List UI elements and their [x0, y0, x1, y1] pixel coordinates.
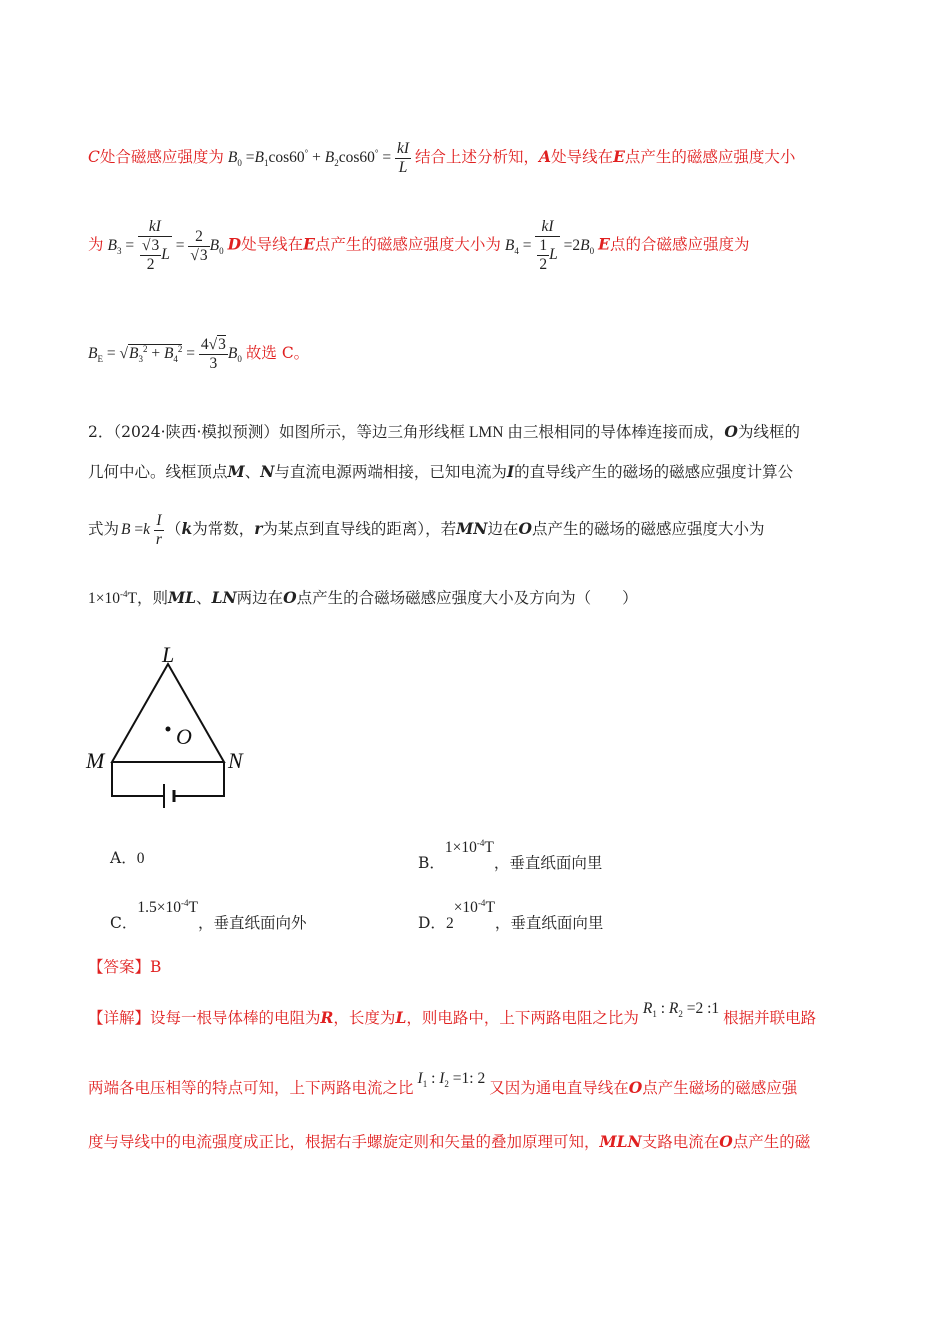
option-d[interactable]	[418, 898, 603, 933]
value: 1.5×10	[137, 899, 181, 917]
label-m: M	[86, 748, 105, 773]
text: 结合上述分析知，	[415, 148, 540, 167]
question-line-2	[88, 460, 793, 482]
text: 又因为通电直导线在	[489, 1079, 629, 1097]
formula-b-kir: B =k $\frac{I}{r}$	[121, 512, 162, 548]
formula-b0: $B_0 =B_1\cos 60^\circ + B_2\cos 60^\circ$ = $\frac{kI}{L}$	[227, 140, 410, 176]
option-c-direction: ，垂直纸面向外	[197, 914, 307, 933]
var-e: E	[598, 234, 610, 254]
solution-line-3	[88, 336, 309, 373]
option-d-value2	[454, 899, 495, 916]
var-m: M	[227, 462, 245, 481]
circuit-wire	[174, 762, 224, 796]
question-line-3	[88, 512, 765, 549]
option-c-value	[137, 899, 198, 916]
var-e: E	[303, 234, 315, 254]
value: ×10	[453, 899, 478, 917]
text: 为线框的	[737, 423, 800, 441]
center-point-o	[166, 727, 171, 732]
text: 点产生磁场的磁感应强	[642, 1079, 798, 1097]
var-r: r	[254, 519, 263, 539]
formula-r-ratio: $R_1$ : $R_2 =2$ :1	[642, 1000, 720, 1020]
label-o: O	[176, 724, 192, 749]
var-i: I	[506, 462, 515, 481]
text: 为某点到直导线的距离），若	[262, 520, 457, 539]
option-b-label: B．	[418, 854, 445, 873]
circuit-wire	[112, 762, 164, 796]
text: 点产生的磁感应强度大小为	[314, 235, 501, 254]
text: 点产生的磁	[732, 1133, 811, 1151]
text: 点的合磁感应强度为	[609, 235, 750, 254]
formula-be: $B_E = √B_3^2 + B_4^2$ = $\frac{4√3}{3}$ $B_0$	[88, 336, 242, 372]
unit: T	[485, 899, 495, 917]
text: 两端各电压相等的特点可知，上下两路电流之比	[88, 1079, 414, 1097]
exponent: -4	[476, 838, 485, 848]
formula-b3: $B_3$ = kI $\frac{√3}{2}$ L = $\frac{2}{√3}$ $B_0$	[107, 218, 224, 273]
var-e: E	[613, 147, 625, 167]
text: （	[165, 520, 182, 539]
var-ml: ML	[167, 588, 197, 607]
question-number: 2．	[88, 423, 114, 441]
explanation-line-2	[88, 1070, 797, 1098]
var-r: R	[320, 1008, 334, 1027]
value-1e-4t: $1\times 10^{-4}T$	[88, 588, 137, 607]
text: ，则	[136, 589, 168, 607]
unit: T	[484, 839, 494, 857]
option-b[interactable]	[418, 838, 602, 873]
text: 与直流电源两端相接，已知电流为	[274, 463, 507, 481]
label-l: L	[162, 642, 175, 667]
text: 几何中心。线框顶点	[88, 463, 228, 481]
text: 点产生的磁感应强度大小	[624, 148, 796, 167]
question-line-4	[88, 586, 638, 608]
var-l: L	[395, 1008, 407, 1027]
var-o: O	[719, 1132, 733, 1151]
option-c[interactable]	[110, 898, 306, 933]
text: 边在	[487, 520, 519, 539]
option-d-direction: ，垂直纸面向里	[494, 914, 604, 933]
text: 处导线在	[241, 235, 304, 254]
text: 由三根相同的导体棒连接而成，	[507, 423, 725, 441]
var-o: O	[518, 519, 532, 539]
explanation-line-3	[88, 1130, 810, 1152]
var-o: O	[724, 422, 738, 441]
var-mln: MLN	[599, 1132, 642, 1151]
text: 两边在	[236, 589, 284, 607]
solution-line-2	[88, 218, 749, 274]
var-d: D	[227, 234, 242, 254]
text: 设每一根导体棒的电阻为	[150, 1009, 321, 1027]
text: 点产生的合磁场磁感应强度大小及方向为（ ）	[296, 589, 638, 607]
var-o: O	[628, 1078, 643, 1097]
var-o: O	[283, 588, 297, 607]
option-a[interactable]	[110, 846, 144, 868]
text: 故选 C。	[245, 344, 310, 363]
text: 的直导线产生的磁场的磁感应强度计算公	[514, 463, 794, 481]
text: ，则电路中，上下两路电阻之比为	[406, 1009, 639, 1027]
value: 1×10	[444, 839, 477, 857]
question-source: （2024·陕西·模拟预测）	[113, 423, 279, 441]
var-lmn: LMN	[468, 424, 504, 441]
exponent: -4	[477, 898, 486, 908]
option-d-value: 2	[445, 915, 454, 933]
formula-b4: $B_4$ = kI $\frac{1}{2}$ L $=2B_0$	[504, 218, 595, 273]
option-b-value	[445, 839, 494, 856]
var-ln: LN	[211, 588, 237, 607]
unit: T	[188, 899, 198, 917]
text: 度与导线中的电流强度成正比，根据右手螺旋定则和矢量的叠加原理可知，	[88, 1133, 600, 1151]
exponent: -4	[181, 898, 189, 908]
text: 为	[88, 235, 104, 254]
text: 如图所示，等边三角形线框	[278, 423, 465, 441]
text: 为常数，	[192, 520, 255, 539]
var-a: A	[539, 147, 552, 167]
label-n: N	[228, 748, 243, 773]
text: 支路电流在	[641, 1133, 720, 1151]
option-a-value: 0	[136, 850, 145, 867]
var-mn: MN	[456, 519, 488, 539]
solution-line-1	[88, 140, 795, 177]
text: 处导线在	[551, 148, 614, 167]
answer: 【答案】B	[88, 958, 162, 976]
text: 处合磁感应强度为	[99, 148, 224, 167]
option-b-direction: ，垂直纸面向里	[493, 854, 603, 873]
text: ，长度为	[333, 1009, 396, 1027]
text: 、	[196, 589, 212, 607]
text: 根据并联电路	[723, 1009, 817, 1027]
triangle-circuit-diagram	[80, 640, 280, 810]
triangle-frame	[112, 664, 224, 762]
option-a-label: A．	[110, 849, 137, 867]
formula-i-ratio: $I_1$ : $I_2 =1$: 2	[417, 1070, 486, 1090]
text: 式为	[88, 520, 120, 539]
text: 、	[244, 463, 261, 481]
explanation-tag: 【详解】	[88, 1009, 151, 1027]
explanation-line-1	[88, 1000, 816, 1028]
option-d-label: D．	[418, 914, 446, 933]
text: 点产生的磁场的磁感应强度大小为	[532, 520, 765, 539]
var-c: C	[88, 148, 100, 167]
var-n: N	[260, 462, 275, 481]
option-c-label: C．	[110, 914, 138, 933]
question-line-1	[88, 420, 800, 442]
var-k: k	[181, 519, 193, 539]
